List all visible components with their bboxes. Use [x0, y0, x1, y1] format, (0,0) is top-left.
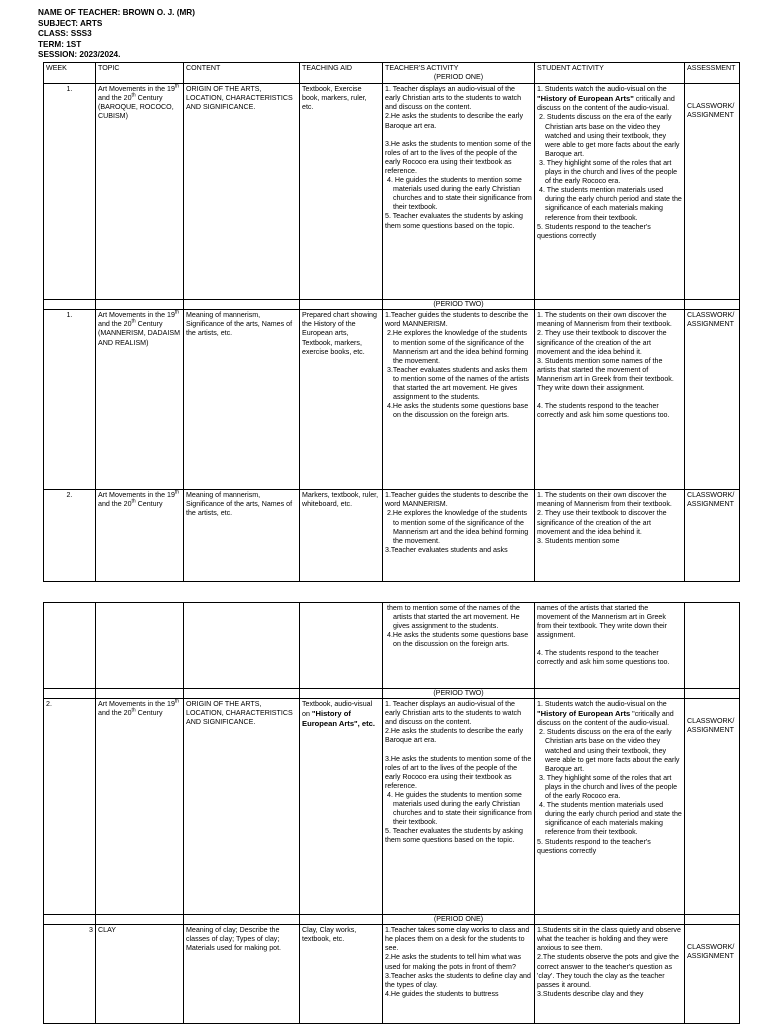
activity-item: 5. Teacher evaluates the students by asking them some questions based on the topic.: [385, 827, 523, 845]
teacher-name: NAME OF TEACHER: BROWN O. J. (MR): [38, 8, 195, 17]
period-one-label: (PERIOD ONE): [383, 915, 535, 925]
activity-item: 4. The students mention materials used during the early church period and state the significance of each materials making reference from their textbook.: [539, 186, 682, 222]
week-cell: 1.: [44, 84, 96, 300]
activity-item: 1. Teacher displays an audio-visual of the early Christian arts to the students to watch and discuss on the content.: [385, 700, 522, 727]
activity-item: 4. The students respond to the teacher correctly and ask him some questions too.: [537, 649, 670, 667]
table-row: [44, 84, 740, 300]
content-cell: Meaning of mannerism, Significance of the arts, Names of the artists, etc.: [184, 310, 300, 490]
teachers-activity-cell: [383, 925, 535, 1024]
column-header-assessment: ASSESSMENT: [685, 63, 740, 84]
week-cell: 2.: [44, 490, 96, 582]
period-two-label: (PERIOD TWO): [383, 300, 535, 310]
content-cell: Meaning of mannerism, Significance of the arts, Names of the artists, etc.: [184, 490, 300, 582]
assessment-cell: CLASSWORK/ ASSIGNMENT: [685, 490, 740, 582]
activity-item: 3. Students mention some: [537, 536, 620, 545]
activity-item: 5. Students respond to the teacher's questions correctly: [537, 837, 651, 855]
content-cell: ORIGIN OF THE ARTS, LOCATION, CHARACTERISTICS AND SIGNIFICANCE.: [184, 84, 300, 300]
activity-item: 2. Students discuss on the era of the early Christian arts base on the video they watched and using their textbook, they were able to get more facts about the early Baroque art.: [539, 113, 680, 158]
period-row: [44, 915, 740, 925]
assessment-cell: CLASSWORK/ ASSIGNMENT: [685, 699, 740, 915]
activity-item: 2. They use their textbook to discover the significance of the creation of the art movement and the idea behind it.: [537, 509, 667, 536]
activity-item: 1. Teacher displays an audio-visual of the early Christian arts to the students to watch and discuss on the content.: [385, 85, 522, 112]
teaching-aid-cell: Clay, Clay works, textbook, etc.: [300, 925, 383, 1024]
lesson-plan-table-page-2: [43, 602, 740, 1024]
table-header-row: [44, 63, 740, 84]
teaching-aid-cell: Prepared chart showing the History of the European arts, Textbook, markers, exercise books, etc.: [300, 310, 383, 490]
student-activity-cell: [535, 603, 685, 689]
activity-item: names of the artists that started the movement of the Mannerism art in Greek from their textbook. They write down their assignment.: [537, 604, 667, 640]
assessment-cell: CLASSWORK/ ASSIGNMENT: [685, 310, 740, 490]
table-row: [44, 490, 740, 582]
term: TERM: 1ST: [38, 39, 82, 49]
teachers-activity-cell: [383, 603, 535, 689]
activity-item: 2.He explores the knowledge of the students to mention some of the significance of the Mannerism art and the idea behind forming the movement.: [387, 329, 529, 365]
teachers-activity-heading: TEACHER'S ACTIVITY: [385, 64, 459, 72]
teaching-aid-cell: Textbook, audio-visual on "History of European Arts", etc.: [300, 699, 383, 915]
student-activity-cell: [535, 84, 685, 300]
session: SESSION: 2023/2024.: [38, 50, 121, 60]
teachers-activity-cell: [383, 84, 535, 300]
activity-item: 1. The students on their own discover the meaning of Mannerism from their textbook.: [537, 491, 672, 509]
student-activity-cell: [535, 310, 685, 490]
activity-item: 3.He asks the students to mention some of the roles of art to the lives of the people of the early Rococo era using their textbook as reference.: [385, 139, 532, 175]
activity-item: 4.He asks the students some questions base on the discussion on the foreign arts.: [387, 631, 529, 649]
topic-cell: Art Movements in the 19th and the 20th Century (MANNERISM, DADAISM AND REALISM): [96, 310, 184, 490]
week-cell: 3: [44, 925, 96, 1024]
student-activity-cell: [535, 699, 685, 915]
topic-cell: Art Movements in the 19th and the 20th Century: [96, 490, 184, 582]
table-row: [44, 699, 740, 915]
topic-extra: (MANNERISM, DADAISM AND REALISM): [98, 329, 180, 347]
activity-item: 2.The students observe the pots and give the correct answer to the teacher's question as 'clay'. They touch the clay as the teacher passes it around.: [537, 953, 679, 989]
activity-item: 3.Teacher evaluates students and asks: [385, 545, 508, 554]
teachers-activity-cell: [383, 310, 535, 490]
week-cell: 2.: [44, 699, 96, 915]
topic-extra: (BAROQUE, ROCOCO, CUBISM): [98, 103, 174, 121]
period-row: [44, 689, 740, 699]
class: CLASS: SSS3: [38, 29, 92, 39]
column-header-teaching-aid: TEACHING AID: [300, 63, 383, 84]
teachers-activity-cell: [383, 490, 535, 582]
student-activity-cell: [535, 925, 685, 1024]
table-row-continued: [44, 603, 740, 689]
activity-item: 1.Teacher takes some clay works to class and he places them on a desk for the students to see.: [385, 926, 530, 953]
table-row: [44, 925, 740, 1024]
activity-item: 2. Students discuss on the era of the early Christian arts base on the video they watched and using their textbook, they were able to get more facts about the early Baroque art.: [539, 728, 680, 773]
activity-item: 3. Students mention some names of the artists that started the movement of Mannerism art in Greek from their textbook. They write down their assignment.: [537, 356, 674, 393]
activity-item: 1. Students watch the audio-visual on the "History of European Arts "critically and discuss on the content of the audio-visual.: [537, 700, 674, 728]
teaching-aid-cell: Markers, textbook, ruler, whiteboard, etc.: [300, 490, 383, 582]
document-header: [38, 8, 195, 61]
activity-item: 5. Students respond to the teacher's questions correctly: [537, 222, 651, 240]
activity-item: 2.He asks the students to describe the early Baroque art era.: [385, 727, 524, 745]
content-cell: Meaning of clay; Describe the classes of clay; Types of clay; Materials used for making pot.: [184, 925, 300, 1024]
activity-item: 2.He asks the students to describe the early Baroque art era.: [385, 112, 524, 130]
activity-item: 3.He asks the students to mention some of the roles of art to the lives of the people of the early Rococo era using their textbook as reference.: [385, 754, 532, 790]
activity-item: them to mention some of the names of the artists that started the art movement. He gives assignment to the students.: [387, 604, 520, 631]
week-cell: 1.: [44, 310, 96, 490]
period-row: [44, 300, 740, 310]
period-two-label: (PERIOD TWO): [383, 689, 535, 699]
activity-item: 4.He asks the students some questions base on the discussion on the foreign arts.: [387, 402, 529, 420]
activity-item: 1. Students watch the audio-visual on the "History of European Arts" critically and discuss on the content of the audio-visual.: [537, 85, 675, 113]
activity-item: 1.Teacher guides the students to describe the word MANNERISM.: [385, 311, 529, 329]
activity-item: 3.Teacher asks the students to define clay and the types of clay.: [385, 971, 531, 989]
activity-item: 4. The students respond to the teacher correctly and ask him some questions too.: [537, 402, 670, 420]
activity-item: 1.Teacher guides the students to describe the word MANNERISM.: [385, 491, 529, 509]
activity-item: 1.Students sit in the class quietly and observe what the teacher is holding and they were anxious to see them.: [537, 926, 681, 953]
activity-item: 3.Students describe clay and they: [537, 989, 644, 998]
content-cell: ORIGIN OF THE ARTS, LOCATION, CHARACTERISTICS AND SIGNIFICANCE.: [184, 699, 300, 915]
activity-item: 2. They use their textbook to discover the significance of the creation of the art movement and the idea behind it.: [537, 329, 667, 356]
column-header-student-activity: STUDENT ACTIVITY: [535, 63, 685, 84]
activity-item: 5. Teacher evaluates the students by asking them some questions based on the topic.: [385, 212, 523, 230]
activity-item: 4. He guides the students to mention some materials used during the early Christian churches and to state their significance from their textbook.: [387, 176, 532, 212]
activity-item: 2.He asks the students to tell him what was used for making the pots in front of them?: [385, 953, 522, 971]
activity-item: 4. The students mention materials used during the early church period and state the significance of each materials making reference from their textbook.: [539, 801, 682, 837]
assessment-cell: CLASSWORK/ ASSIGNMENT: [685, 84, 740, 300]
activity-item: 1. The students on their own discover the meaning of Mannerism from their textbook.: [537, 311, 672, 329]
table-row: [44, 310, 740, 490]
topic-cell: Art Movements in the 19th and the 20th Century (BAROQUE, ROCOCO, CUBISM): [96, 84, 184, 300]
column-header-teachers-activity: [383, 63, 535, 84]
period-one-label: (PERIOD ONE): [433, 73, 484, 82]
activity-item: 4.He guides the students to buttress: [385, 989, 499, 998]
teachers-activity-cell: [383, 699, 535, 915]
lesson-plan-table-page-1: [43, 62, 740, 582]
activity-item: 3. They highlight some of the roles that art plays in the church and lives of the people of the early Rococo era.: [539, 158, 678, 186]
activity-item: 2.He explores the knowledge of the students to mention some of the significance of the Mannerism art and the idea behind forming the movement.: [387, 509, 529, 545]
column-header-week: WEEK: [44, 63, 96, 84]
activity-item: 3. They highlight some of the roles that art plays in the church and lives of the people of the early Rococo era.: [539, 773, 678, 801]
topic-cell: CLAY: [96, 925, 184, 1024]
activity-item: 3.Teacher evaluates students and asks them to mention some of the names of the artists that started the art movement. He gives assignment to the students.: [387, 365, 530, 402]
teaching-aid-cell: Textbook, Exercise book, markers, ruler, etc.: [300, 84, 383, 300]
column-header-content: CONTENT: [184, 63, 300, 84]
subject: SUBJECT: ARTS: [38, 18, 103, 28]
activity-item: 4. He guides the students to mention some materials used during the early Christian churches and to state their significance from their textbook.: [387, 790, 532, 827]
column-header-topic: TOPIC: [96, 63, 184, 84]
topic-cell: Art Movements in the 19th and the 20th Century: [96, 699, 184, 915]
assessment-cell: CLASSWORK/ ASSIGNMENT: [685, 925, 740, 1024]
student-activity-cell: [535, 490, 685, 582]
